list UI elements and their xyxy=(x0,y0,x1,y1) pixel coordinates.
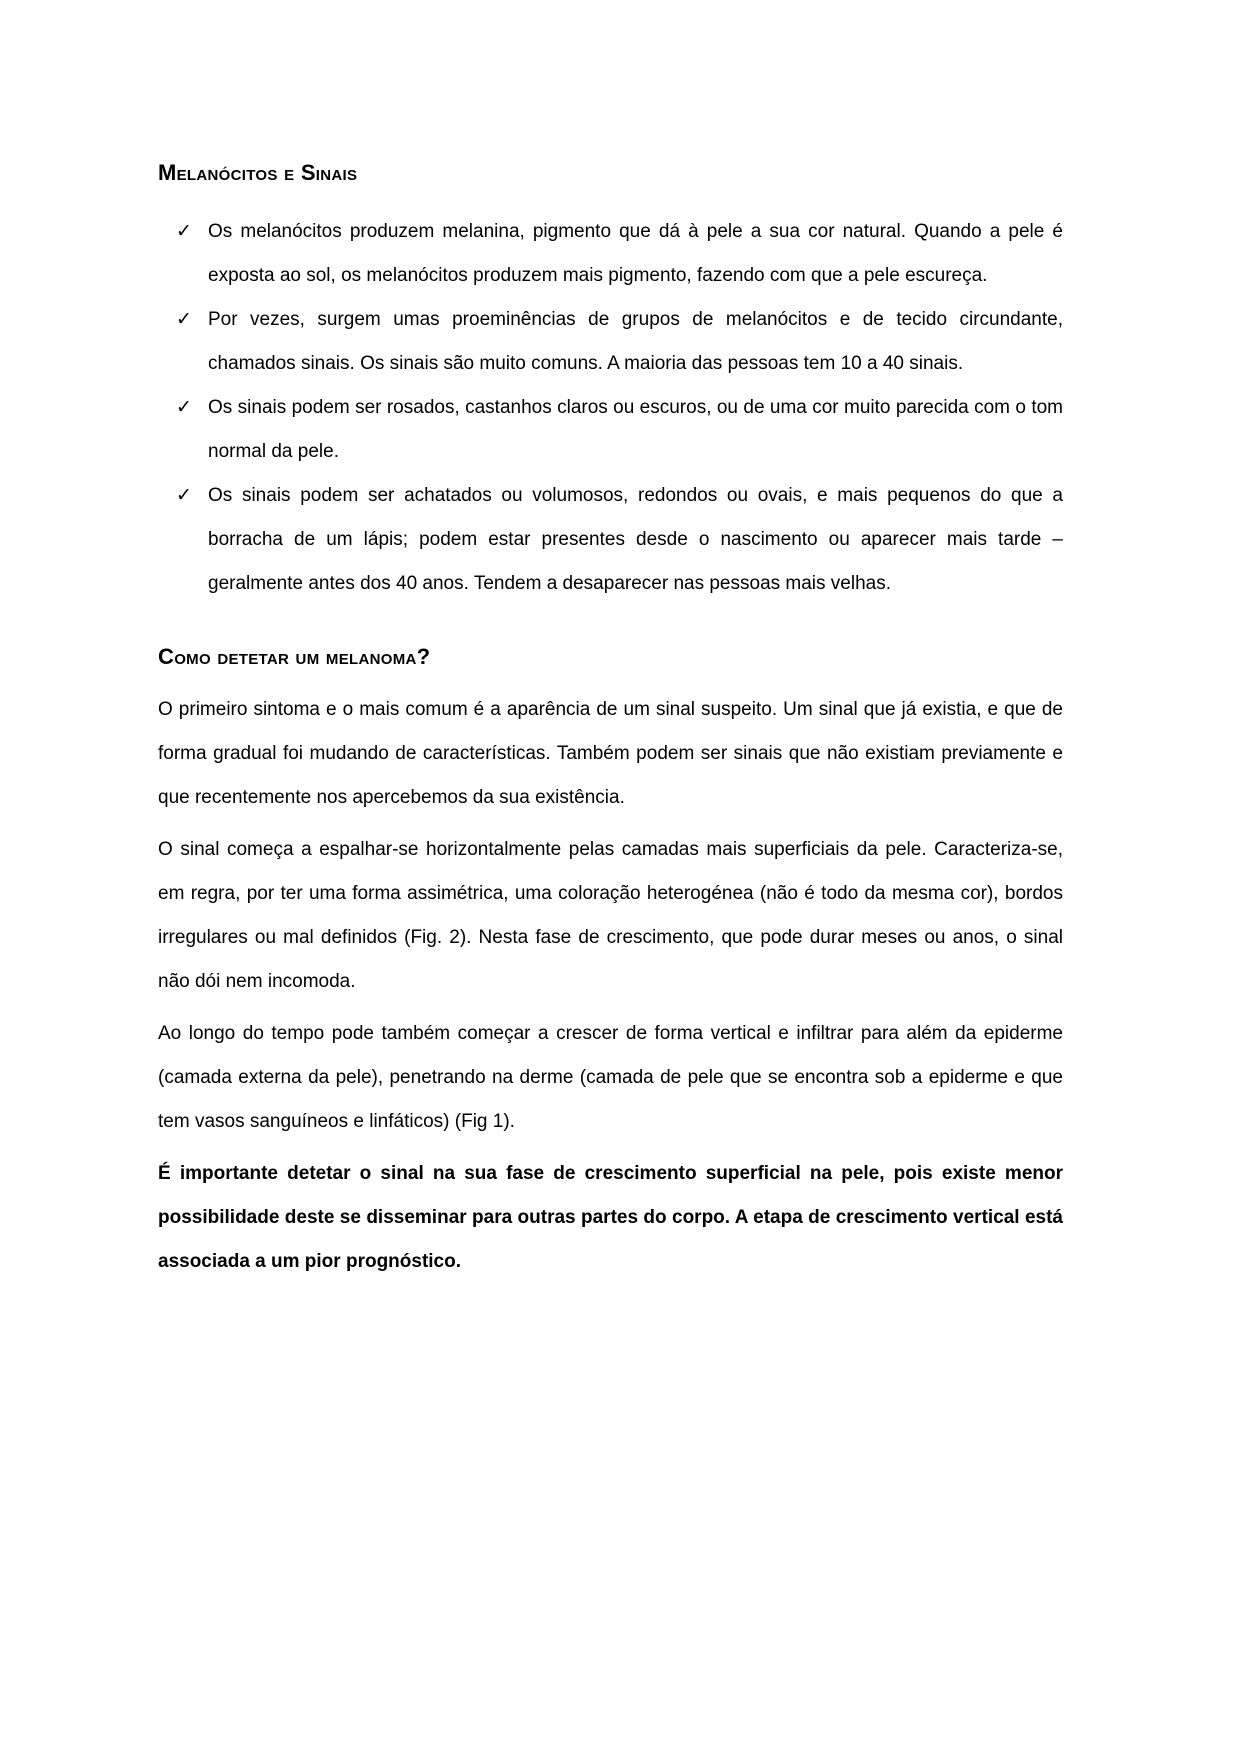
checklist-item-text: Os sinais podem ser achatados ou volumosos, redondos ou ovais, e mais pequenos do que a borracha de um lápis; podem estar presentes desde o nascimento ou aparecer mais tarde – geralmente antes dos 40 anos. Tendem a desaparecer nas pessoas mais velhas. xyxy=(208,485,1063,594)
checklist-item-text: Por vezes, surgem umas proeminências de grupos de melanócitos e de tecido circundante, chamados sinais. Os sinais são muito comuns. A maioria das pessoas tem 10 a 40 sinais. xyxy=(208,309,1063,374)
checkmark-icon: ✓ xyxy=(176,309,192,330)
checklist-item xyxy=(158,386,1063,474)
checkmark-icon: ✓ xyxy=(176,485,192,506)
checklist-item-text: Os sinais podem ser rosados, castanhos claros ou escuros, ou de uma cor muito parecida com o tom normal da pele. xyxy=(208,397,1063,462)
heading-como-detetar-melanoma: Como detetar um melanoma? xyxy=(158,644,431,669)
checklist-item-text: Os melanócitos produzem melanina, pigmento que dá à pele a sua cor natural. Quando a pele é exposta ao sol, os melanócitos produzem mais pigmento, fazendo com que a pele escureça. xyxy=(208,221,1063,286)
checklist-item xyxy=(158,474,1063,606)
heading-melanocitos-e-sinais: Melanócitos e Sinais xyxy=(158,160,358,185)
paragraph-crescimento-vertical: Ao longo do tempo pode também começar a crescer de forma vertical e infiltrar para além da epiderme (camada externa da pele), penetrando na derme (camada de pele que se encontra sob a epiderme e que tem vasos sanguíneos e linfáticos) (Fig 1). xyxy=(158,1023,1063,1132)
checklist-item xyxy=(158,298,1063,386)
checklist xyxy=(158,210,1063,606)
checkmark-icon: ✓ xyxy=(176,221,192,242)
paragraph-primeiro-sintoma: O primeiro sintoma e o mais comum é a aparência de um sinal suspeito. Um sinal que já existia, e que de forma gradual foi mudando de características. Também podem ser sinais que não existiam previamente e que recentemente nos apercebemos da sua existência. xyxy=(158,699,1063,808)
checkmark-icon: ✓ xyxy=(176,397,192,418)
paragraph-crescimento-horizontal: O sinal começa a espalhar-se horizontalmente pelas camadas mais superficiais da pele. Caracteriza-se, em regra, por ter uma forma assimétrica, uma coloração heterogénea (não é todo da mesma cor), bordos irregulares ou mal definidos (Fig. 2). Nesta fase de crescimento, que pode durar meses ou anos, o sinal não dói nem incomoda. xyxy=(158,839,1063,992)
checklist-item xyxy=(158,210,1063,298)
paragraph-importancia-detecao: É importante detetar o sinal na sua fase de crescimento superficial na pele, pois existe menor possibilidade deste se disseminar para outras partes do corpo. A etapa de crescimento vertical está associada a um pior prognóstico. xyxy=(158,1163,1063,1272)
